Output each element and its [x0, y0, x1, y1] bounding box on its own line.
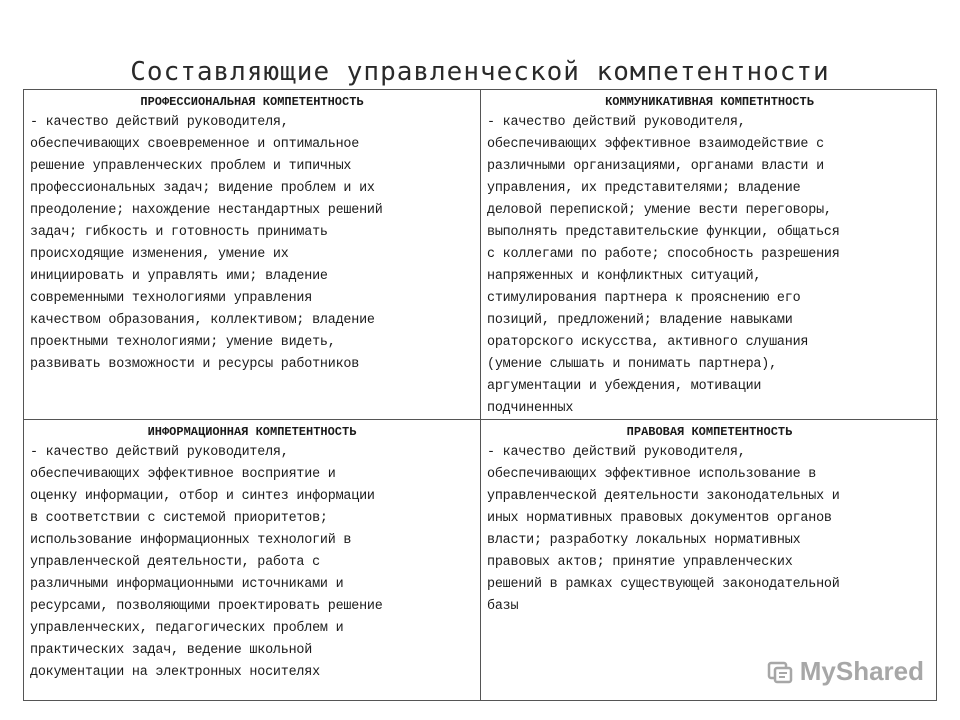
page-title: Составляющие управленческой компетентности: [130, 57, 830, 88]
cell-text: - качество действий руководителя, обеспечивающих эффективное взаимодействие с различными организациями, органами власти и управления, их представителями; владение деловой перепиской; умение вести переговоры, выполнять представительские функции, общаться с коллегами по работе; способность разрешения напряженных и конфликтных ситуаций, стимулирования партнера к прояснению его позиций, предложений; владение навыками ораторского искусства, активного слушания (умение слышать и понимать партнера), аргументации и убеждения, мотивации подчиненных: [487, 115, 840, 416]
cell-communicative: [481, 90, 938, 420]
watermark-text: MyShared: [799, 656, 924, 686]
cell-text: - качество действий руководителя, обеспечивающих своевременное и оптимальное решение управленческих проблем и типичных профессиональных задач; видение проблем и их преодоление; нахождение нестандартных решений задач; гибкость и готовность принимать происходящие изменения, умение их инициировать и управлять ими; владение современными технологиями управления качеством образования, коллективом; владение проектными технологиями; умение видеть, развивать возможности и ресурсы работников: [30, 115, 383, 372]
cell-professional: [24, 90, 481, 420]
cell-heading: ПРАВОВАЯ КОМПЕТЕНТНОСТЬ: [626, 425, 793, 439]
cell-text: - качество действий руководителя, обеспечивающих эффективное восприятие и оценку информации, отбор и синтез информации в соответствии с системой приоритетов; использование информационных технологий в управленческой деятельности, работа с различными информационными источниками и ресурсами, позволяющими проектировать решение управленческих, педагогических проблем и практических задач, ведение школьной документации на электронных носителях: [30, 445, 383, 680]
competence-table: [23, 89, 937, 701]
myshared-logo-icon: [766, 658, 794, 686]
cell-informational: [24, 420, 481, 700]
cell-heading: КОММУНИКАТИВНАЯ КОМПЕТНТНОСТЬ: [605, 95, 814, 109]
cell-text: - качество действий руководителя, обеспечивающих эффективное использование в управленческой деятельности законодательных и иных нормативных правовых документов органов власти; разработку локальных нормативных правовых актов; принятие управленческих решений в рамках существующей законодательной базы: [487, 445, 840, 614]
cell-heading: ИНФОРМАЦИОННАЯ КОМПЕТЕНТНОСТЬ: [147, 425, 357, 439]
cell-heading: ПРОФЕССИОНАЛЬНАЯ КОМПЕТЕНТНОСТЬ: [140, 95, 364, 109]
watermark: [766, 656, 924, 687]
